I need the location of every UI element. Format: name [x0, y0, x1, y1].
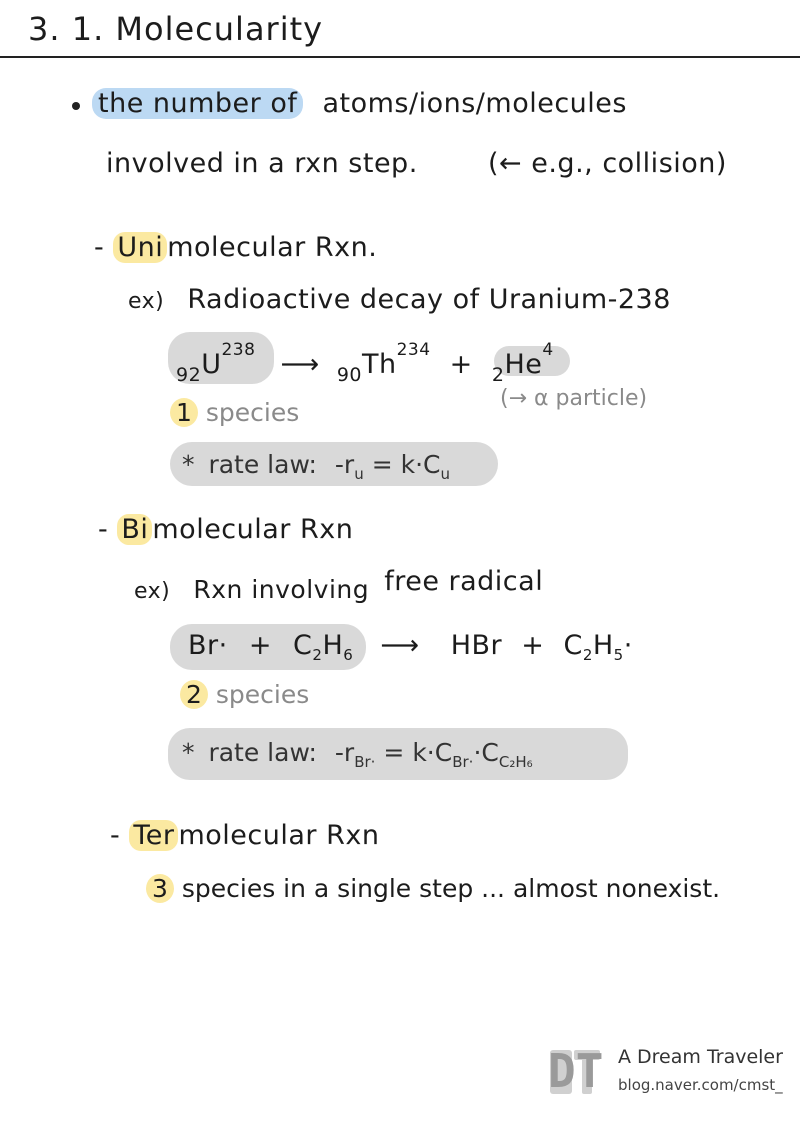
- heading-highlight: Bi: [117, 514, 152, 545]
- heading-highlight: Ter: [129, 820, 178, 851]
- species-label: species: [205, 398, 300, 427]
- dream-traveler-logo: [548, 1046, 604, 1098]
- definition-note: (← e.g., collision): [488, 148, 727, 179]
- bromination-equation: $Br\cdot + C_2H_6$ ⟶ HBr + $C_2H_5\cdot$: [188, 630, 633, 664]
- unimolecular-rate-law: * rate law: $-r_u = k\cdot C_u$: [182, 450, 450, 483]
- example-prefix: ex): [134, 579, 171, 604]
- species-count: 2: [180, 680, 208, 709]
- reaction-arrow: ⟶: [380, 630, 420, 661]
- definition-line-1: [92, 88, 627, 119]
- heading-highlight: Uni: [113, 232, 167, 263]
- example-text: Radioactive decay of Uranium-238: [187, 284, 671, 315]
- definition-line-2: involved in a rxn step.: [106, 148, 418, 179]
- footer-url: blog.naver.com/cmst_: [618, 1076, 783, 1094]
- heading-rest: molecular Rxn: [152, 514, 354, 545]
- bimolecular-rate-law: * rate law: $-r_{Br\cdot} = k\cdot C_{Br\cdot}\cdot C_{C_2H_6}$: [182, 738, 533, 771]
- unimolecular-species: [170, 398, 299, 427]
- dash: -: [110, 820, 121, 851]
- footer-brand: A Dream Traveler: [618, 1046, 783, 1068]
- bimolecular-species: [180, 680, 309, 709]
- reaction-arrow: ⟶: [280, 349, 320, 380]
- bullet-point: [72, 102, 80, 110]
- species-count: 1: [170, 398, 198, 427]
- definition-rest: atoms/ions/molecules: [322, 88, 627, 119]
- example-text-a: Rxn involving: [193, 575, 370, 604]
- page-title: 3. 1. Molecularity: [28, 10, 324, 48]
- logo-letters: DT: [548, 1044, 604, 1098]
- alpha-particle-note: (→ α particle): [500, 386, 648, 411]
- bimolecular-heading: [98, 514, 353, 545]
- heading-rest: molecular Rxn: [178, 820, 380, 851]
- bimolecular-example: [134, 566, 543, 605]
- termolecular-text: species in a single step ... almost nonexist.: [181, 874, 721, 903]
- species-count: 3: [146, 874, 174, 903]
- dash: -: [98, 514, 109, 545]
- example-text-b: free radical: [384, 566, 544, 597]
- unimolecular-example: [128, 284, 671, 315]
- heading-rest: molecular Rxn.: [167, 232, 378, 263]
- uranium-decay-equation: $_{92}U^{238}$ ⟶ $_{90}Th^{234} + _2He^4$: [176, 340, 554, 386]
- dash: -: [94, 232, 105, 263]
- species-label: species: [215, 680, 310, 709]
- definition-highlight: the number of: [92, 88, 303, 119]
- termolecular-note: [146, 874, 720, 903]
- unimolecular-heading: [94, 232, 377, 263]
- termolecular-heading: [110, 820, 379, 851]
- title-divider: [0, 56, 800, 58]
- example-prefix: ex): [128, 289, 165, 314]
